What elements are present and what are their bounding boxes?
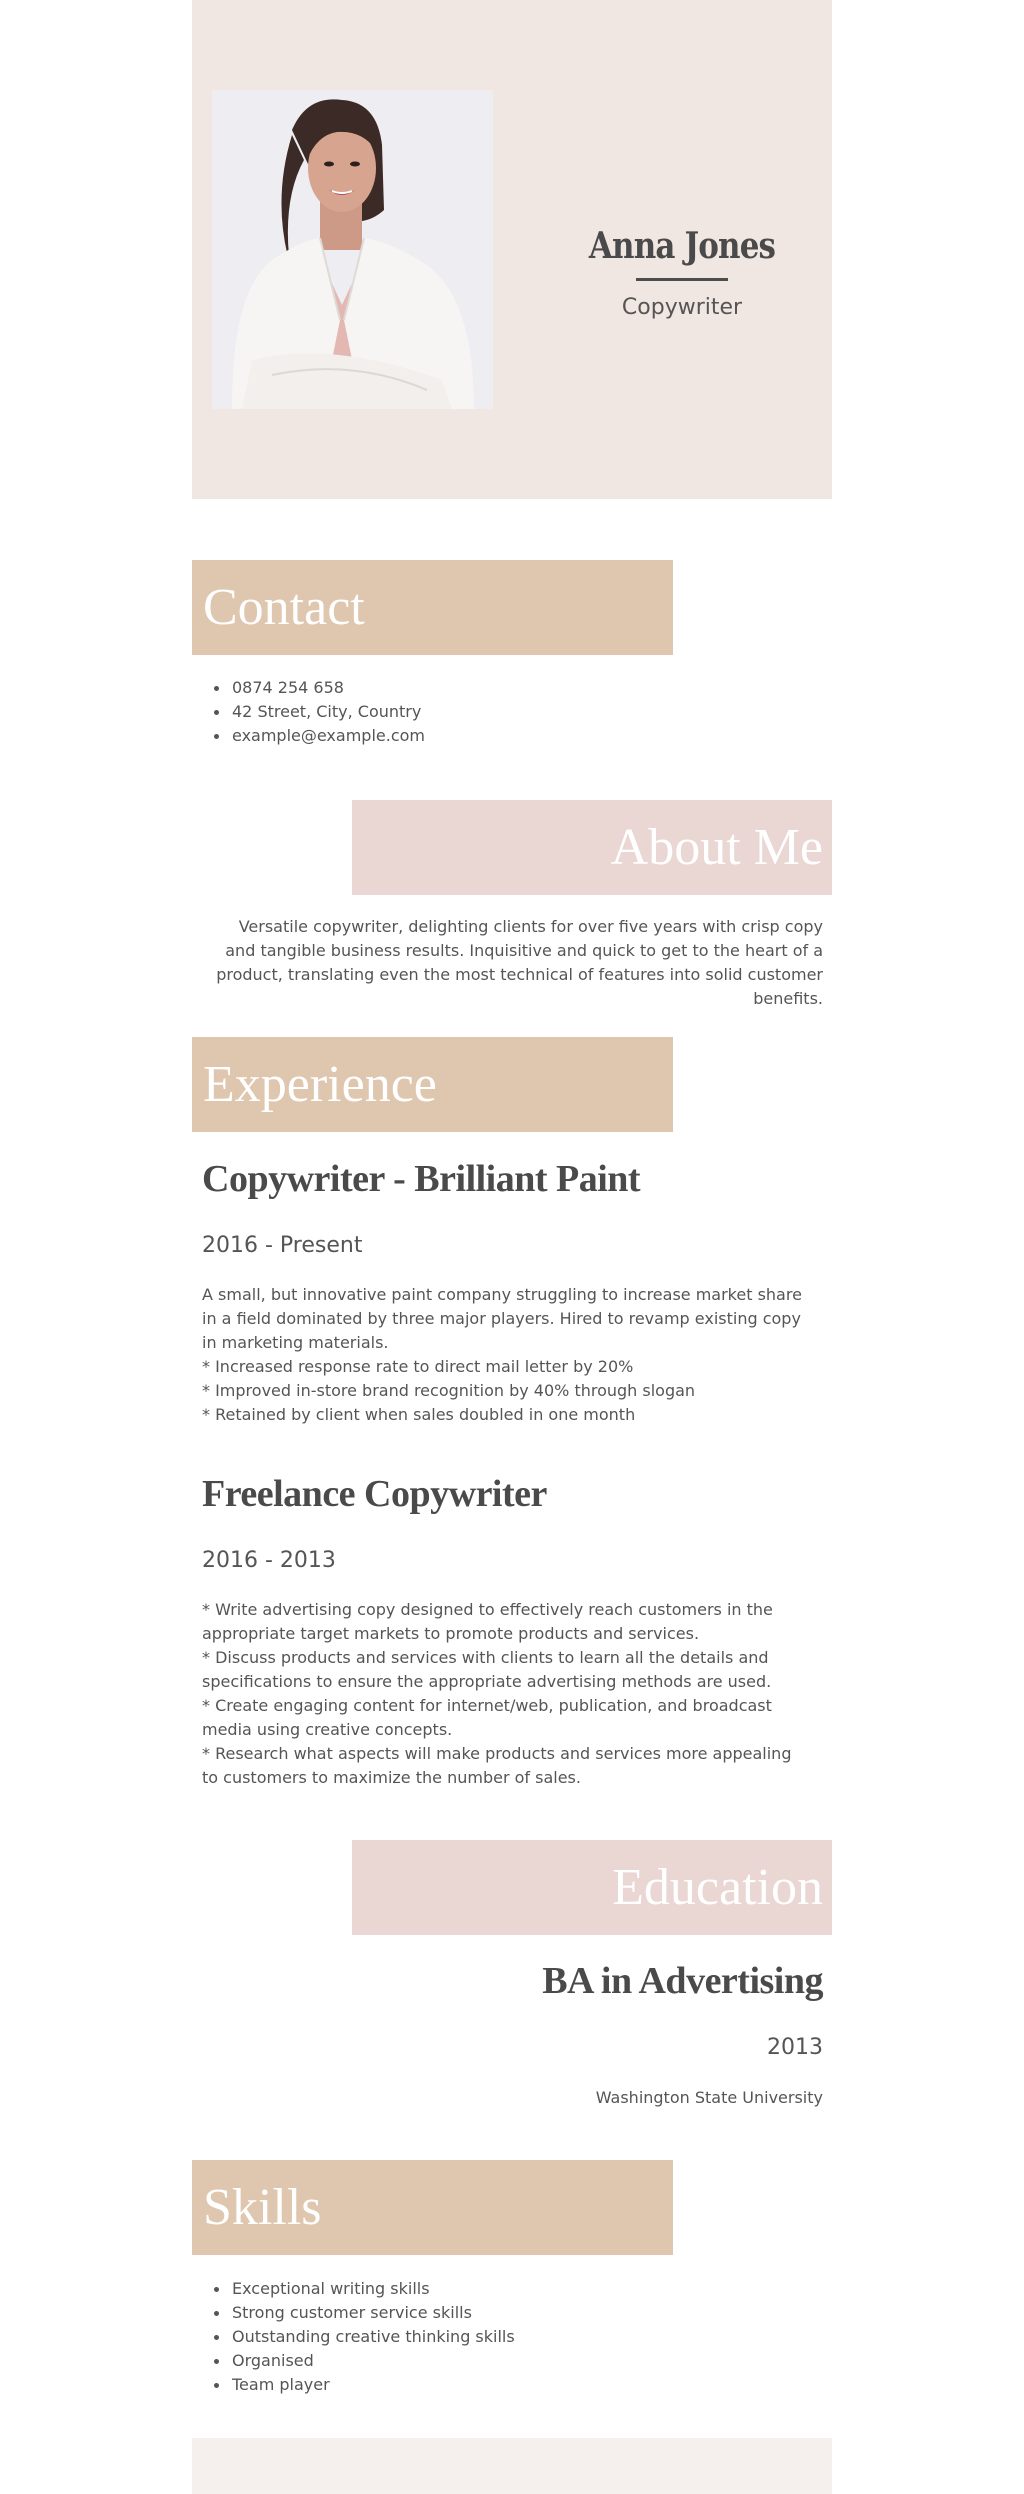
profile-photo <box>212 90 493 409</box>
about-text: Versatile copywriter, delighting clients for over five years with crisp copy and tangible business results. Inquisitive and quick to get to the heart of a product, translating even the most technical of features into solid customer benefits. <box>216 917 823 1008</box>
school-name: Washington State University <box>595 2088 823 2107</box>
about-heading: About Me <box>352 800 832 895</box>
job-entry-line: * Write advertising copy designed to effectively reach customers in the appropriate target markets to promote products and services. <box>202 1600 773 1643</box>
job-entry-title: Copywriter - Brilliant Paint <box>202 1158 641 1200</box>
skill-item: Outstanding creative thinking skills <box>192 2325 832 2349</box>
name-divider <box>636 278 728 281</box>
job-entry-description <box>202 1283 802 1427</box>
job-entry-line: * Improved in-store brand recognition by 40% through slogan <box>202 1381 696 1400</box>
job-entry-line: A small, but innovative paint company struggling to increase market share in a field dominated by three major players. Hired to revamp existing copy in marketing materials. <box>202 1285 802 1352</box>
skill-item: Exceptional writing skills <box>192 2277 832 2301</box>
name-block <box>552 222 812 323</box>
job-entry-dates: 2016 - Present <box>202 1233 363 1258</box>
education-heading: Education <box>352 1840 832 1935</box>
skills-list <box>192 2277 832 2397</box>
contact-address: 42 Street, City, Country <box>192 700 832 724</box>
contact-email: example@example.com <box>192 724 832 748</box>
contact-phone: 0874 254 658 <box>192 676 832 700</box>
skill-item: Strong customer service skills <box>192 2301 832 2325</box>
contact-heading: Contact <box>192 560 673 655</box>
job-entry-dates: 2016 - 2013 <box>202 1548 336 1573</box>
person-name: Anna Jones <box>588 225 776 267</box>
footer-block <box>192 2438 832 2494</box>
skill-item: Team player <box>192 2373 832 2397</box>
job-entry-line: * Increased response rate to direct mail letter by 20% <box>202 1357 634 1376</box>
job-entry-description <box>202 1598 802 1790</box>
job-entry-line: * Retained by client when sales doubled in one month <box>202 1405 636 1424</box>
degree-year: 2013 <box>767 2035 823 2060</box>
job-entry-title: Freelance Copywriter <box>202 1473 547 1515</box>
experience-heading: Experience <box>192 1037 673 1132</box>
resume-header <box>192 0 832 499</box>
contact-list <box>192 676 832 748</box>
skill-item: Organised <box>192 2349 832 2373</box>
job-entry-line: * Create engaging content for internet/web, publication, and broadcast media using creative concepts. <box>202 1696 772 1739</box>
job-entry-line: * Research what aspects will make products and services more appealing to customers to maximize the number of sales. <box>202 1744 792 1787</box>
degree-title: BA in Advertising <box>542 1960 823 2002</box>
job-title: Copywriter <box>621 295 743 320</box>
skills-heading: Skills <box>192 2160 673 2255</box>
job-entry-line: * Discuss products and services with clients to learn all the details and specifications to ensure the appropriate advertising methods are used. <box>202 1648 772 1691</box>
